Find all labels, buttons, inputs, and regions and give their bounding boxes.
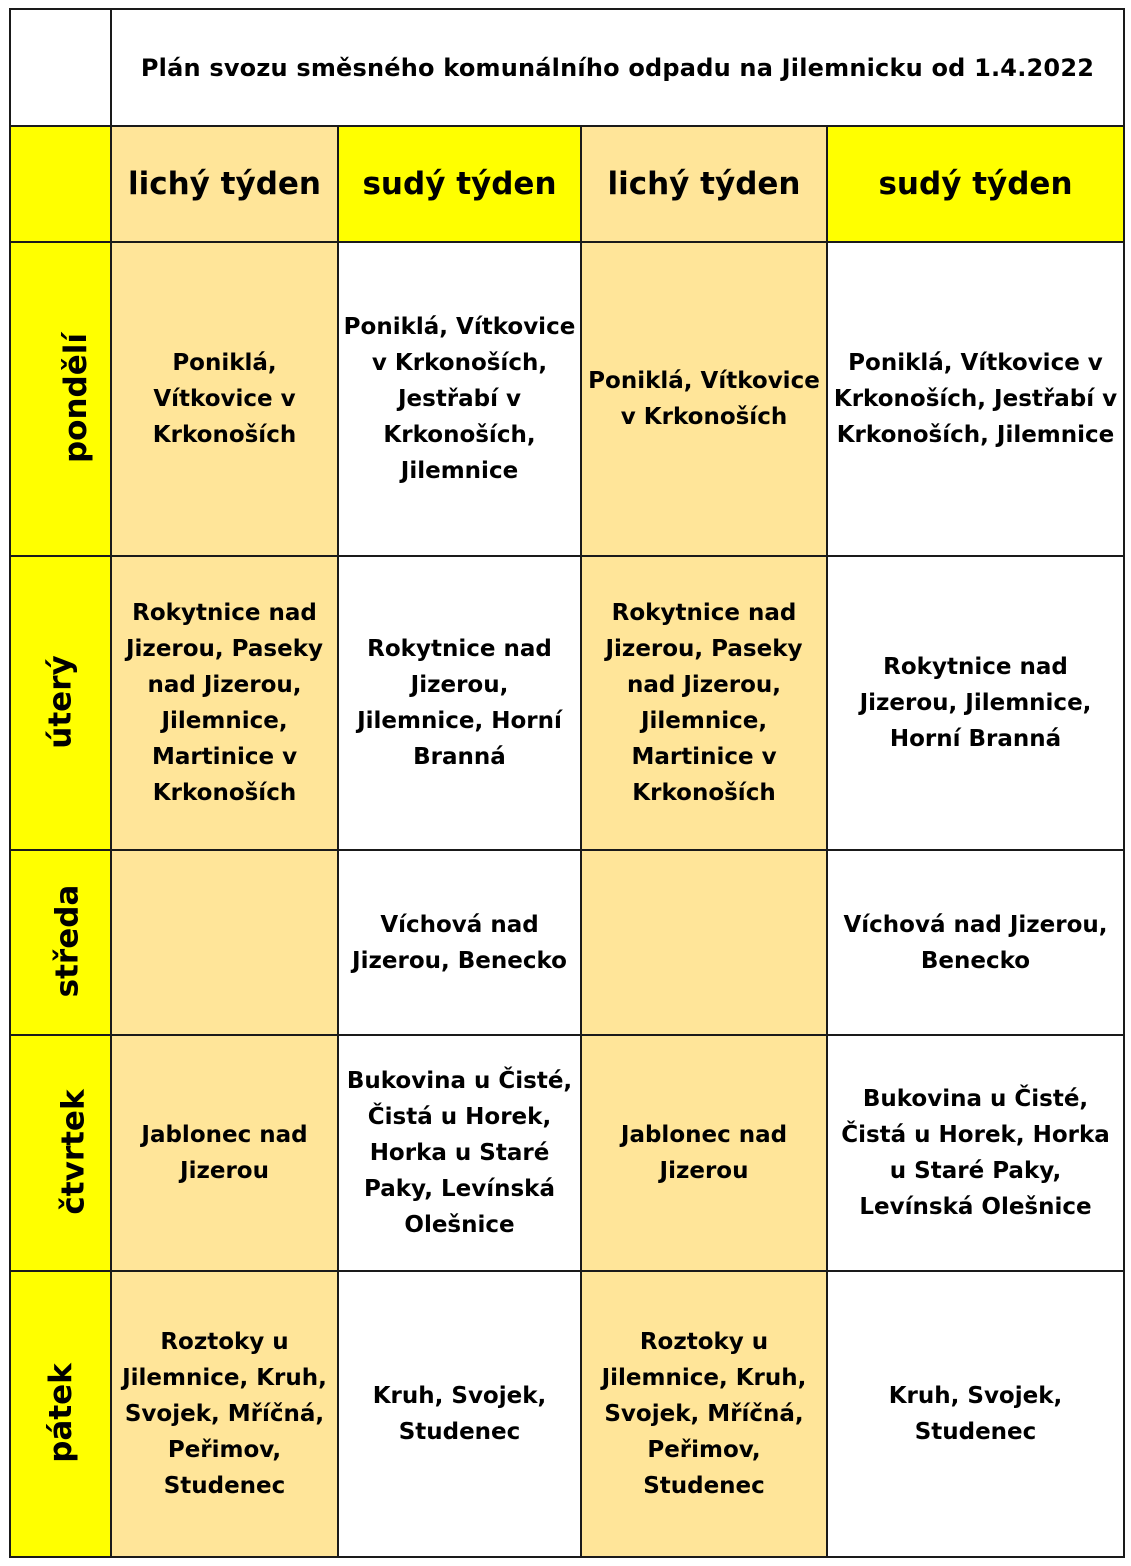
schedule-cell	[338, 242, 581, 556]
cell-text: Roztoky u Jilemnice, Kruh, Svojek, Mříčná, Peřimov, Studenec	[601, 1329, 807, 1499]
day-label-cell	[10, 1035, 111, 1271]
schedule-cell	[827, 850, 1124, 1035]
schedule-cell	[111, 556, 338, 850]
schedule-cell	[827, 556, 1124, 850]
day-label-cell	[10, 1271, 111, 1557]
day-label: čtvrtek	[55, 1088, 92, 1215]
week-header-odd-1: lichý týden	[111, 126, 338, 242]
cell-text: Kruh, Svojek, Studenec	[888, 1383, 1063, 1445]
waste-collection-table	[9, 8, 1125, 1558]
cell-text: Bukovina u Čisté, Čistá u Horek, Horka u Staré Paky, Levínská Olešnice	[841, 1086, 1110, 1220]
day-row-tuesday	[10, 556, 1124, 850]
schedule-cell	[111, 1271, 338, 1557]
day-row-monday	[10, 242, 1124, 556]
schedule-cell	[827, 1271, 1124, 1557]
cell-text: Kruh, Svojek, Studenec	[372, 1383, 547, 1445]
corner-cell	[10, 9, 111, 126]
week-header-even-2: sudý týden	[827, 126, 1124, 242]
cell-text: Poniklá, Vítkovice v Krkonoších, Jestřabí v Krkonoších, Jilemnice	[833, 350, 1118, 448]
schedule-cell	[581, 1035, 827, 1271]
schedule-cell	[581, 1271, 827, 1557]
cell-text: Bukovina u Čisté, Čistá u Horek, Horka u Staré Paky, Levínská Olešnice	[346, 1068, 573, 1238]
title-row	[10, 9, 1124, 126]
schedule-cell	[338, 850, 581, 1035]
day-label-cell	[10, 242, 111, 556]
cell-text: Rokytnice nad Jizerou, Paseky nad Jizerou, Jilemnice, Martinice v Krkonoších	[125, 600, 324, 806]
schedule-cell	[338, 556, 581, 850]
week-header-even-1: sudý týden	[338, 126, 581, 242]
cell-text: Roztoky u Jilemnice, Kruh, Svojek, Mříčná, Peřimov, Studenec	[122, 1329, 327, 1499]
schedule-cell	[111, 850, 338, 1035]
cell-text: Jablonec nad Jizerou	[620, 1122, 788, 1184]
schedule-cell	[581, 556, 827, 850]
day-label: středa	[49, 884, 86, 998]
cell-text: Poniklá, Vítkovice v Krkonoších	[152, 350, 297, 448]
cell-text: Víchová nad Jizerou, Benecko	[843, 911, 1108, 974]
schedule-cell	[338, 1271, 581, 1557]
cell-text: Rokytnice nad Jizerou, Paseky nad Jizerou, Jilemnice, Martinice v Krkonoších	[605, 600, 803, 806]
day-label: pátek	[42, 1362, 79, 1463]
week-header-row	[10, 126, 1124, 242]
cell-text: Rokytnice nad Jizerou, Jilemnice, Horní Branná	[859, 654, 1092, 752]
day-row-friday	[10, 1271, 1124, 1557]
week-header-corner	[10, 126, 111, 242]
cell-text: Poniklá, Vítkovice v Krkonoších	[588, 368, 820, 430]
schedule-cell	[111, 1035, 338, 1271]
schedule-cell	[581, 850, 827, 1035]
cell-text: Víchová nad Jizerou, Benecko	[352, 911, 567, 974]
schedule-cell	[111, 242, 338, 556]
day-row-wednesday	[10, 850, 1124, 1035]
schedule-cell	[827, 1035, 1124, 1271]
day-label-cell	[10, 556, 111, 850]
cell-text: Poniklá, Vítkovice v Krkonoších, Jestřabí v Krkonoších, Jilemnice	[343, 314, 576, 484]
schedule-cell	[338, 1035, 581, 1271]
day-label-cell	[10, 850, 111, 1035]
cell-text: Rokytnice nad Jizerou, Jilemnice, Horní Branná	[357, 636, 562, 770]
schedule-cell	[581, 242, 827, 556]
page-title: Plán svozu směsného komunálního odpadu na Jilemnicku od 1.4.2022	[111, 9, 1124, 126]
day-label: úterý	[42, 654, 79, 749]
day-label: pondělí	[58, 332, 95, 463]
week-header-odd-2: lichý týden	[581, 126, 827, 242]
day-row-thursday	[10, 1035, 1124, 1271]
schedule-cell	[827, 242, 1124, 556]
cell-text: Jablonec nad Jizerou	[141, 1122, 308, 1184]
